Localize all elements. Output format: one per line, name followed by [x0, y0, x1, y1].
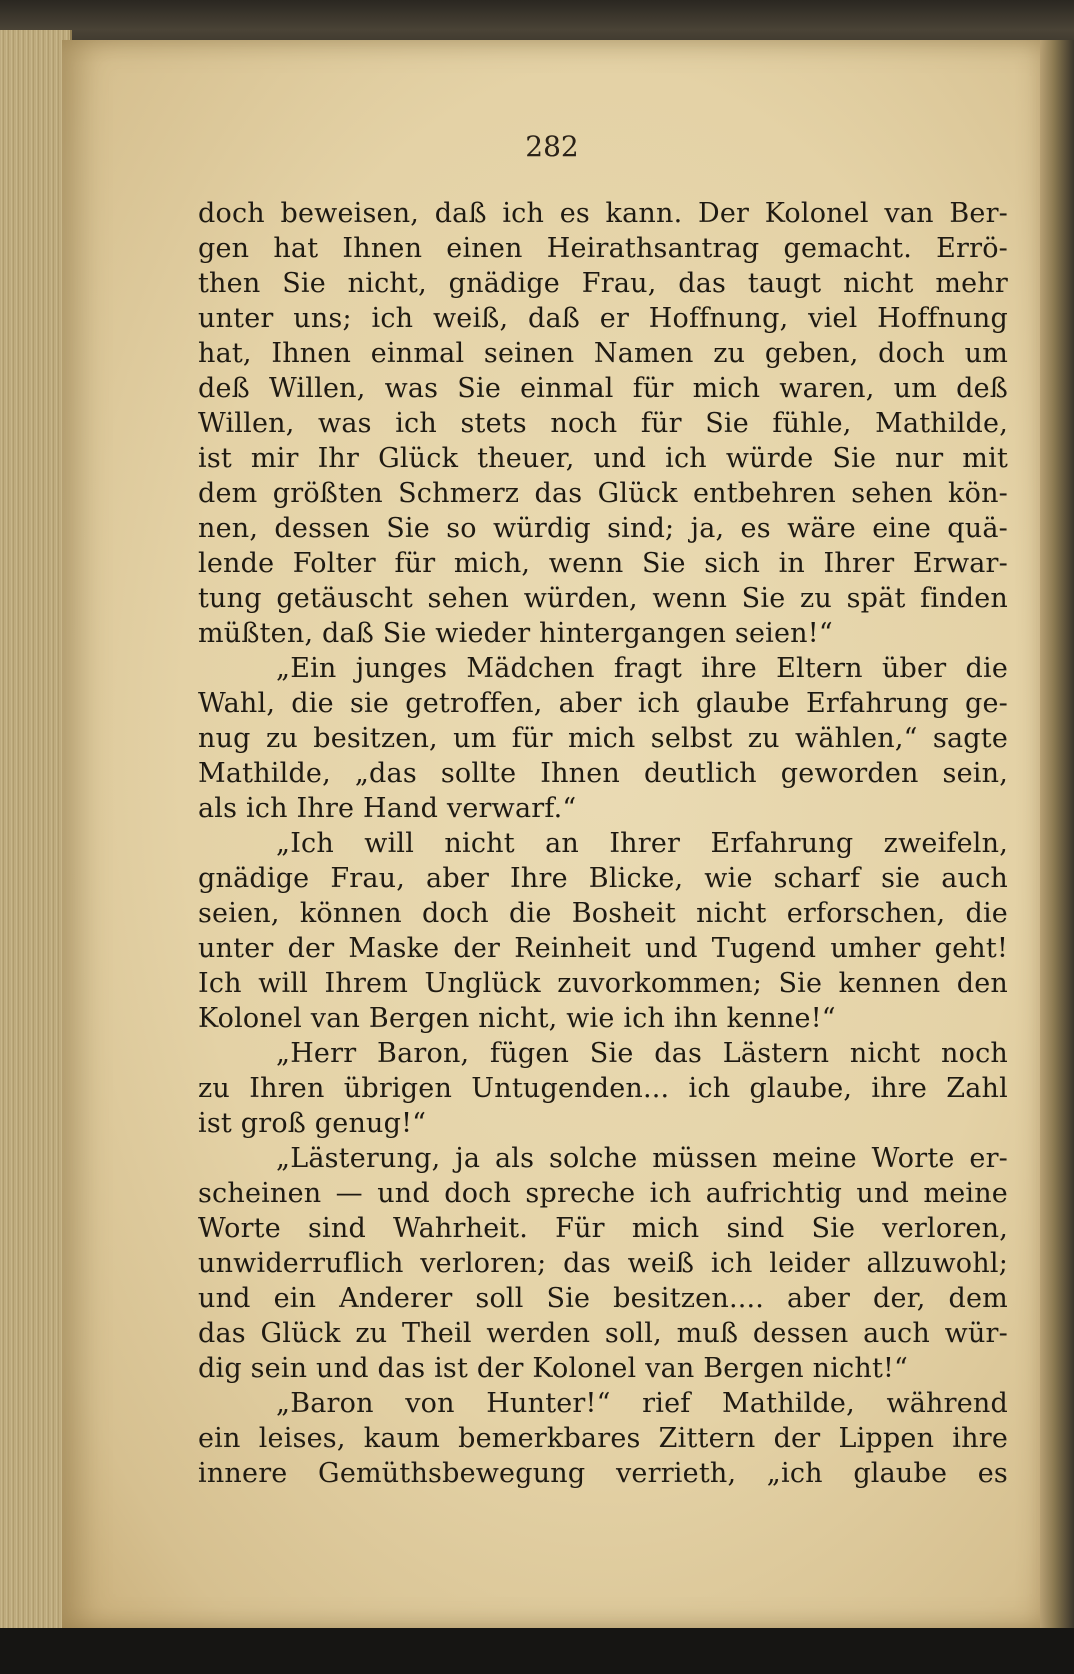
text-line: gnädige Frau, aber Ihre Blicke, wie scharf sie auch [198, 863, 1008, 894]
text-line: tung getäuscht sehen würden, wenn Sie zu spät finden [198, 583, 1008, 614]
page-gutter-right [1040, 40, 1074, 1630]
text-line: nen, dessen Sie so würdig sind; ja, es wäre eine quä- [198, 513, 1008, 544]
text-line: unter uns; ich weiß, daß er Hoffnung, viel Hoffnung [198, 303, 1008, 334]
text-line: ein leises, kaum bemerkbares Zittern der Lippen ihre [198, 1423, 1008, 1454]
text-line: Worte sind Wahrheit. Für mich sind Sie verloren, [198, 1213, 1008, 1244]
text-line: scheinen — und doch spreche ich aufrichtig und meine [198, 1178, 1008, 1209]
text-line: „Ich will nicht an Ihrer Erfahrung zweifeln, [276, 828, 1008, 859]
text-line: dig sein und das ist der Kolonel van Bergen nicht!“ [198, 1353, 909, 1384]
text-line: „Lästerung, ja als solche müssen meine Worte er- [276, 1143, 1008, 1174]
text-line: lende Folter für mich, wenn Sie sich in Ihrer Erwar- [198, 548, 1008, 579]
body-text [198, 196, 1008, 1491]
text-line: Ich will Ihrem Unglück zuvorkommen; Sie kennen den [198, 968, 1008, 999]
text-line: als ich Ihre Hand verwarf.“ [198, 793, 577, 824]
text-line: gen hat Ihnen einen Heirathsantrag gemacht. Errö- [198, 233, 1008, 264]
text-line: then Sie nicht, gnädige Frau, das taugt nicht mehr [198, 268, 1008, 299]
text-line: unter der Maske der Reinheit und Tugend umher geht! [198, 933, 1008, 964]
text-line: Wahl, die sie getroffen, aber ich glaube Erfahrung ge- [198, 688, 1008, 719]
text-line: Willen, was ich stets noch für Sie fühle, Mathilde, [198, 408, 1008, 439]
text-line: das Glück zu Theil werden soll, muß dessen auch wür- [198, 1318, 1008, 1349]
text-line: ist groß genug!“ [198, 1108, 427, 1139]
text-line: und ein Anderer soll Sie besitzen.... aber der, dem [198, 1283, 1008, 1314]
text-line: seien, können doch die Bosheit nicht erforschen, die [198, 898, 1008, 929]
text-line: innere Gemüthsbewegung verrieth, „ich glaube es [198, 1458, 1008, 1489]
text-line: deß Willen, was Sie einmal für mich waren, um deß [198, 373, 1008, 404]
background-bottom [0, 1628, 1074, 1674]
page-number: 282 [525, 130, 579, 163]
text-line: Mathilde, „das sollte Ihnen deutlich geworden sein, [198, 758, 1008, 789]
text-line: ist mir Ihr Glück theuer, und ich würde Sie nur mit [198, 443, 1008, 474]
text-line: hat, Ihnen einmal seinen Namen zu geben, doch um [198, 338, 1008, 369]
text-line: zu Ihren übrigen Untugenden... ich glaube, ihre Zahl [198, 1073, 1008, 1104]
text-line: unwiderruflich verloren; das weiß ich leider allzuwohl; [198, 1248, 1008, 1279]
text-line: „Ein junges Mädchen fragt ihre Eltern über die [276, 653, 1008, 684]
text-line: müßten, daß Sie wieder hintergangen seien!“ [198, 618, 833, 649]
text-line: doch beweisen, daß ich es kann. Der Kolonel van Ber- [198, 198, 1008, 229]
text-line: dem größten Schmerz das Glück entbehren sehen kön- [198, 478, 1008, 509]
text-line: nug zu besitzen, um für mich selbst zu wählen,“ sagte [198, 723, 1008, 754]
text-line: Kolonel van Bergen nicht, wie ich ihn kenne!“ [198, 1003, 836, 1034]
text-line: „Baron von Hunter!“ rief Mathilde, während [276, 1388, 1008, 1419]
text-line: „Herr Baron, fügen Sie das Lästern nicht noch [276, 1038, 1008, 1069]
